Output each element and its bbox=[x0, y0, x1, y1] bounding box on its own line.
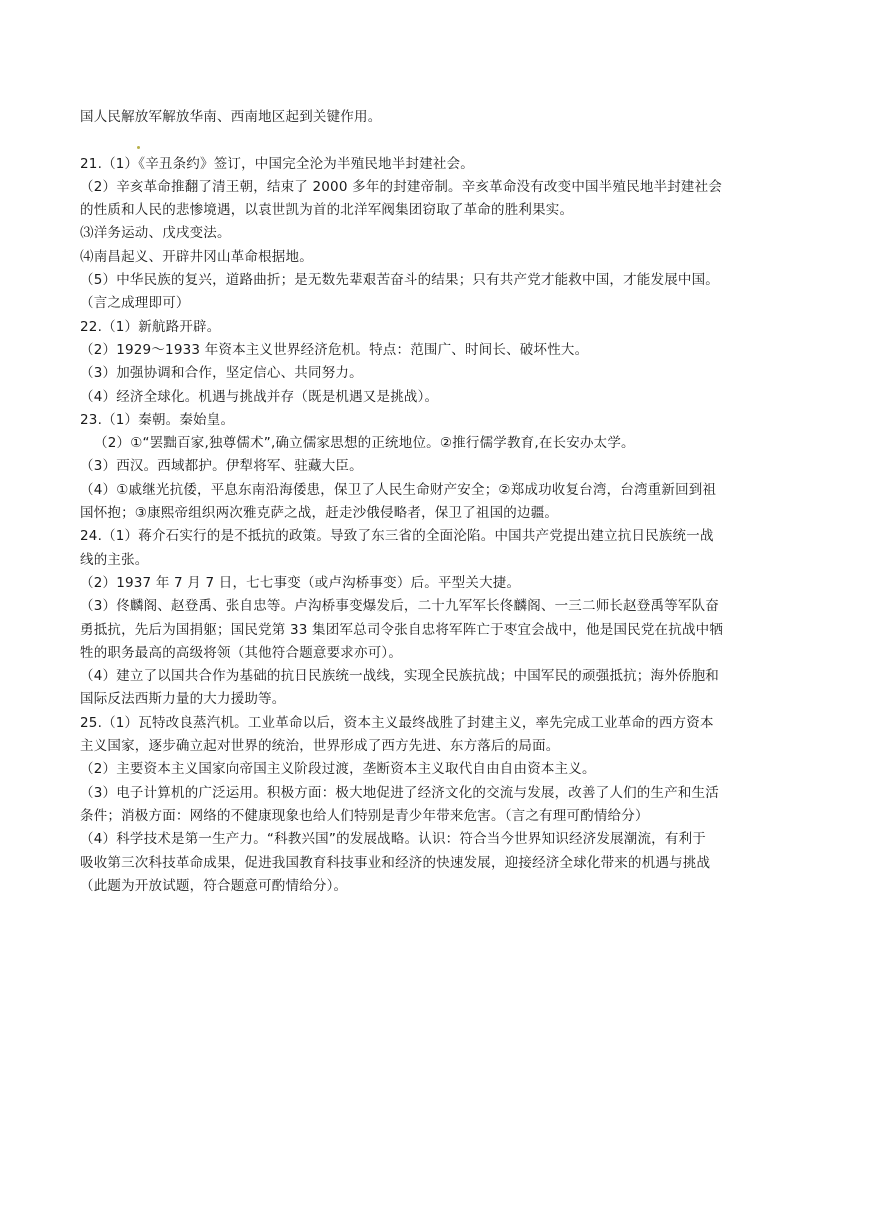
text-line: 国怀抱；③康熙帝组织两次雅克萨之战，赶走沙俄侵略者，保卫了祖国的边疆。 bbox=[80, 505, 559, 522]
answer-23-3: （3）西汉。西域都护。伊犁将军、驻藏大臣。 bbox=[80, 458, 363, 475]
answer-23-1: 23.（1）秦朝。秦始皇。 bbox=[80, 411, 235, 428]
text-line: （言之成理即可） bbox=[80, 295, 190, 312]
text-line: 牲的职务最高的高级将领（其他符合题意要求亦可）。 bbox=[80, 644, 403, 661]
answer-25-1: 25.（1）瓦特改良蒸汽机。工业革命以后，资本主义最终战胜了封建主义，率先完成工业革命的西方资本 bbox=[80, 714, 714, 731]
answer-24-1: 24.（1）蒋介石实行的是不抵抗的政策。导致了东三省的全面沦陷。中国共产党提出建立抗日民族统一战 bbox=[80, 528, 714, 545]
text-line: 国人民解放军解放华南、西南地区起到关键作用。 bbox=[80, 109, 382, 125]
text-line: 条件；消极方面：网络的不健康现象也给人们特别是青少年带来危害。（言之有理可酌情给分） bbox=[80, 807, 649, 824]
text-line: （此题为开放试题，符合题意可酌情给分）。 bbox=[80, 877, 348, 894]
answer-25-2: （2）主要资本主义国家向帝国主义阶段过渡，垄断资本主义取代自由自由资本主义。 bbox=[80, 761, 596, 778]
answer-21-5: （5）中华民族的复兴，道路曲折；是无数先辈艰苦奋斗的结果；只有共产党才能救中国，才能发展中国。 bbox=[80, 272, 719, 289]
text-line: 主义国家，逐步确立起对世界的统治，世界形成了西方先进、东方落后的局面。 bbox=[80, 738, 560, 755]
answer-22-3: （3）加强协调和合作，坚定信心、共同努力。 bbox=[80, 365, 363, 382]
answer-22-1: 22.（1）新航路开辟。 bbox=[80, 318, 221, 335]
answer-22-2: （2）1929～1933 年资本主义世界经济危机。特点：范围广、时间长、破坏性大。 bbox=[80, 341, 589, 358]
text-line: 的性质和人民的悲惨境遇，以袁世凯为首的北洋军阀集团窃取了革命的胜利果实。 bbox=[80, 202, 574, 219]
answer-21-3: ⑶洋务运动、戊戌变法。 bbox=[80, 225, 231, 242]
answer-25-3: （3）电子计算机的广泛运用。积极方面：极大地促进了经济文化的交流与发展，改善了人们的生产和生活 bbox=[80, 784, 719, 801]
answer-22-4: （4）经济全球化。机遇与挑战并存（既是机遇又是挑战）。 bbox=[80, 388, 439, 405]
answer-21-1: 21.（1）《辛丑条约》签订，中国完全沦为半殖民地半封建社会。 bbox=[80, 155, 475, 172]
blank-line bbox=[80, 129, 792, 152]
answer-24-3: （3）佟麟阁、赵登禹、张自忠等。卢沟桥事变爆发后，二十九军军长佟麟阁、一三二师长赵登禹等军队奋 bbox=[80, 598, 719, 615]
answer-21-2: （2）辛亥革命推翻了清王朝，结束了 2000 多年的封建帝制。辛亥革命没有改变中国半殖民地半封建社会 bbox=[80, 178, 723, 195]
answer-23-4: （4）①戚继光抗倭，平息东南沿海倭患，保卫了人民生命财产安全；②郑成功收复台湾，台湾重新回到祖 bbox=[80, 481, 717, 498]
text-line: 国际反法西斯力量的大力援助等。 bbox=[80, 691, 286, 708]
answer-21-4: ⑷南昌起义、开辟井冈山革命根据地。 bbox=[80, 248, 313, 265]
answer-24-2: （2）1937 年 7 月 7 日，七七事变（或卢沟桥事变）后。平型关大捷。 bbox=[80, 574, 521, 591]
answer-25-4: （4）科学技术是第一生产力。“科教兴国”的发展战略。认识：符合当今世界知识经济发展潮流，有利于 bbox=[80, 831, 706, 848]
answer-document bbox=[80, 106, 792, 898]
answer-23-2: （2）①“罢黜百家,独尊儒术”,确立儒家思想的正统地位。②推行儒学教育,在长安办太学。 bbox=[94, 435, 635, 452]
text-line: 线的主张。 bbox=[80, 551, 149, 568]
text-line: 勇抵抗，先后为国捐躯；国民党第 33 集团军总司令张自忠将军阵亡于枣宜会战中，他是国民党在抗战中牺 bbox=[80, 621, 724, 638]
text-line: 吸收第三次科技革命成果，促进我国教育科技事业和经济的快速发展，迎接经济全球化带来的机遇与挑战 bbox=[80, 854, 711, 871]
answer-24-4: （4）建立了以国共合作为基础的抗日民族统一战线，实现全民族抗战；中国军民的顽强抵抗；海外侨胞和 bbox=[80, 668, 719, 685]
